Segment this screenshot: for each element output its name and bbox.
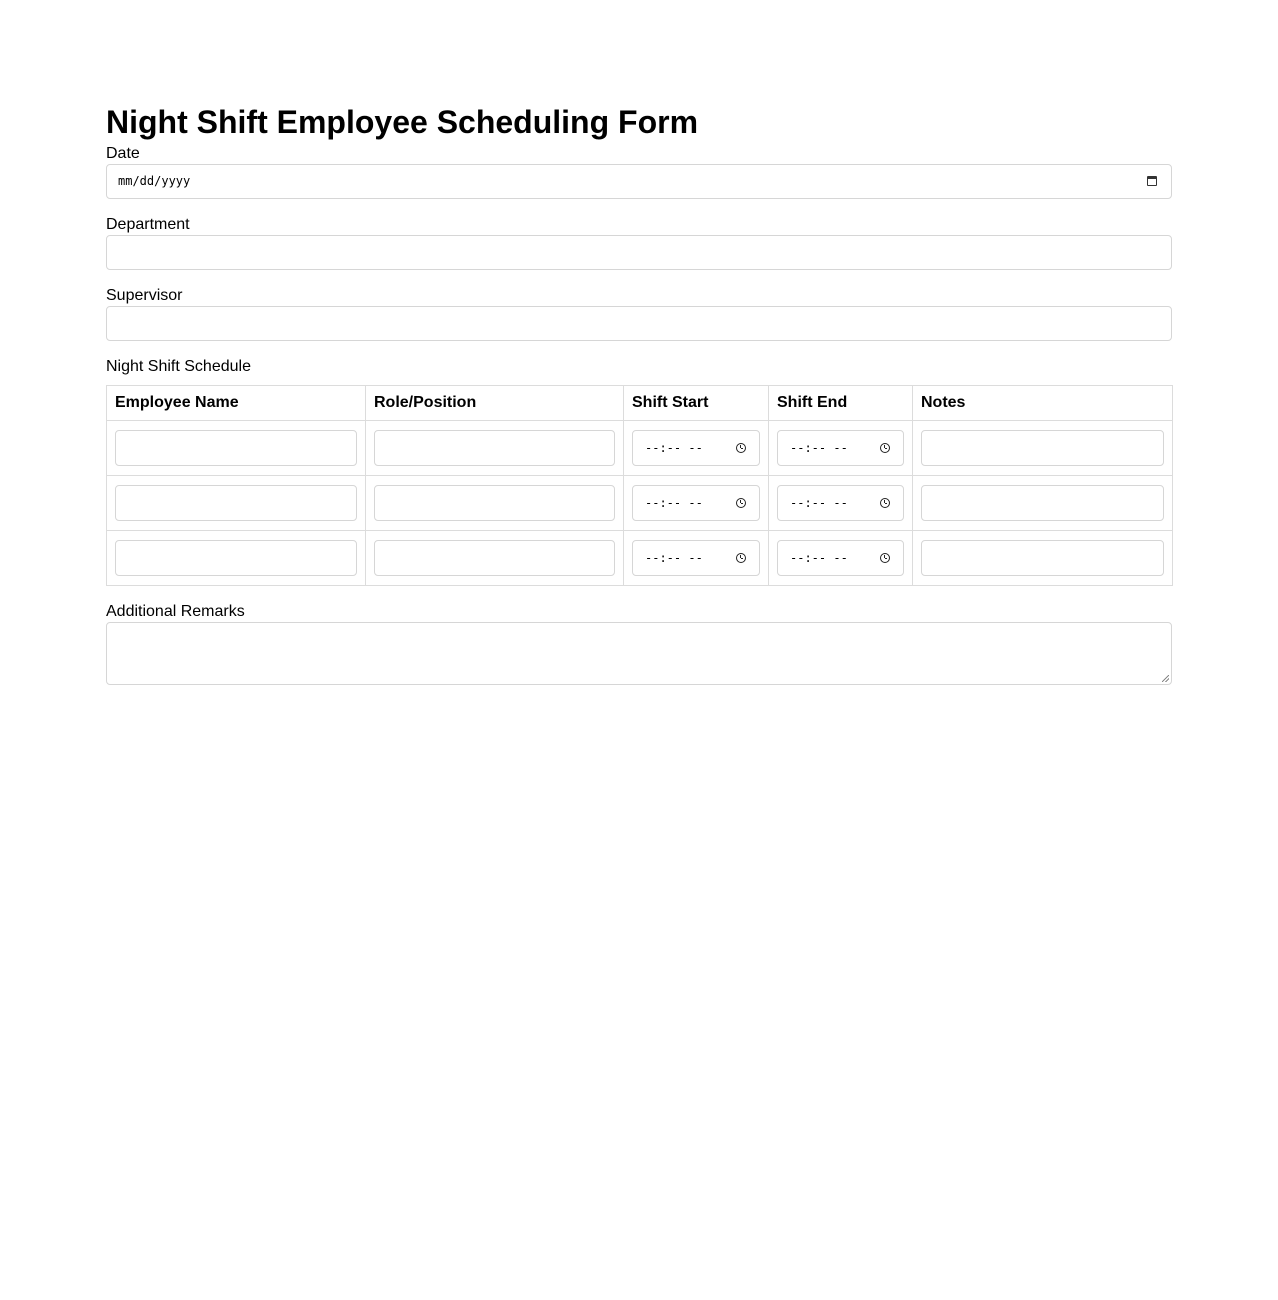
resize-handle-icon[interactable] xyxy=(1162,675,1169,682)
shift-end-input[interactable] xyxy=(777,430,904,466)
department-input[interactable] xyxy=(106,235,1172,270)
table-row xyxy=(107,421,1173,476)
schedule-table xyxy=(106,385,1173,586)
date-label: Date xyxy=(106,145,140,162)
employee-name-input[interactable] xyxy=(115,485,357,521)
date-placeholder: mm/dd/yyyy xyxy=(118,174,191,188)
remarks-label: Additional Remarks xyxy=(106,603,245,620)
shift-start-input[interactable] xyxy=(632,430,760,466)
date-input[interactable] xyxy=(106,164,1172,199)
employee-name-input[interactable] xyxy=(115,540,357,576)
clock-icon[interactable] xyxy=(880,498,890,508)
table-row xyxy=(107,476,1173,531)
time-placeholder: --:-- -- xyxy=(790,441,848,455)
notes-input[interactable] xyxy=(921,540,1164,576)
column-header-shift-start: Shift Start xyxy=(624,386,769,421)
clock-icon[interactable] xyxy=(736,553,746,563)
column-header-role: Role/Position xyxy=(366,386,624,421)
department-label: Department xyxy=(106,216,190,233)
remarks-textarea[interactable] xyxy=(106,622,1172,685)
role-input[interactable] xyxy=(374,485,615,521)
department-field-group xyxy=(106,215,1172,270)
schedule-label: Night Shift Schedule xyxy=(106,358,251,375)
supervisor-label: Supervisor xyxy=(106,287,183,304)
time-placeholder: --:-- -- xyxy=(790,496,848,510)
column-header-shift-end: Shift End xyxy=(769,386,913,421)
table-header-row xyxy=(107,386,1173,421)
shift-start-input[interactable] xyxy=(632,540,760,576)
remarks-field-group xyxy=(106,602,1172,685)
shift-end-input[interactable] xyxy=(777,540,904,576)
employee-name-input[interactable] xyxy=(115,430,357,466)
clock-icon[interactable] xyxy=(736,498,746,508)
shift-start-input[interactable] xyxy=(632,485,760,521)
calendar-icon[interactable] xyxy=(1147,176,1157,186)
clock-icon[interactable] xyxy=(736,443,746,453)
supervisor-input[interactable] xyxy=(106,306,1172,341)
table-row xyxy=(107,531,1173,586)
time-placeholder: --:-- -- xyxy=(645,441,703,455)
clock-icon[interactable] xyxy=(880,443,890,453)
time-placeholder: --:-- -- xyxy=(790,551,848,565)
role-input[interactable] xyxy=(374,540,615,576)
time-placeholder: --:-- -- xyxy=(645,551,703,565)
column-header-notes: Notes xyxy=(913,386,1173,421)
scheduling-form xyxy=(106,100,1172,701)
notes-input[interactable] xyxy=(921,485,1164,521)
column-header-employee-name: Employee Name xyxy=(107,386,366,421)
clock-icon[interactable] xyxy=(880,553,890,563)
notes-input[interactable] xyxy=(921,430,1164,466)
time-placeholder: --:-- -- xyxy=(645,496,703,510)
date-field-group xyxy=(106,144,1172,199)
role-input[interactable] xyxy=(374,430,615,466)
supervisor-field-group xyxy=(106,286,1172,341)
page-title: Night Shift Employee Scheduling Form xyxy=(106,104,699,140)
shift-end-input[interactable] xyxy=(777,485,904,521)
schedule-group xyxy=(106,357,1172,586)
